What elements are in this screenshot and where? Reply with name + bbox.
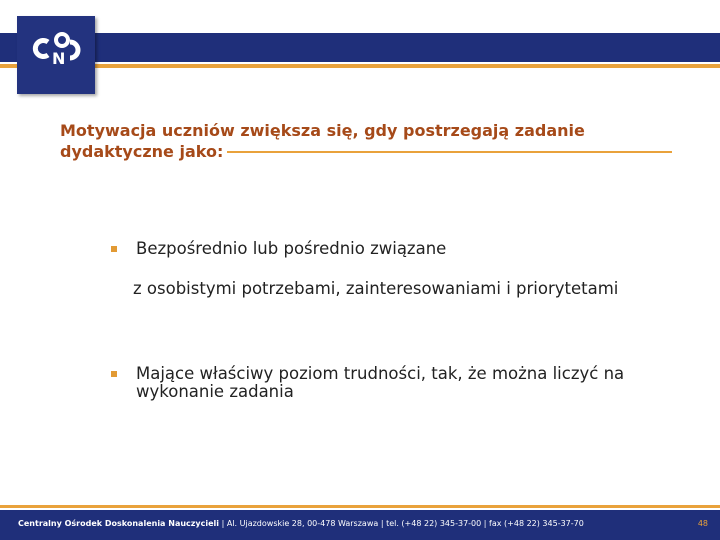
footer-phone: tel. (+48 22) 345-37-00	[386, 519, 482, 528]
footer-organization: Centralny Ośrodek Doskonalenia Nauczycieli	[18, 519, 220, 528]
footer-separator: |	[221, 519, 225, 528]
logo-letter: N	[52, 49, 66, 68]
square-bullet-icon	[111, 371, 117, 377]
bullet-text: Bezpośrednio lub pośrednio związane	[136, 239, 447, 258]
square-bullet-icon	[111, 246, 117, 252]
bullet-continuation: z osobistymi potrzebami, zainteresowaniami i priorytetami	[133, 279, 619, 298]
footer-fax: fax (+48 22) 345-37-70	[489, 519, 584, 528]
footer-accent-line	[0, 505, 720, 508]
footer-separator: |	[380, 519, 384, 528]
slide-title: Motywacja uczniów zwiększa się, gdy postrzegają zadanie dydaktyczne jako:	[60, 121, 585, 161]
page-number: 48	[697, 519, 708, 528]
footer-address: Al. Ujazdowskie 28, 00-478 Warszawa	[226, 519, 379, 528]
title-underline	[227, 151, 672, 153]
logo	[17, 16, 95, 94]
footer-separator: |	[483, 519, 487, 528]
header-bar	[0, 33, 720, 62]
footer-contact	[18, 519, 584, 528]
bullet-text: Mające właściwy poziom trudności, tak, że można liczyć na wykonanie zadania	[136, 364, 625, 401]
header-accent-line	[0, 64, 720, 68]
codn-logo-icon	[17, 16, 95, 94]
